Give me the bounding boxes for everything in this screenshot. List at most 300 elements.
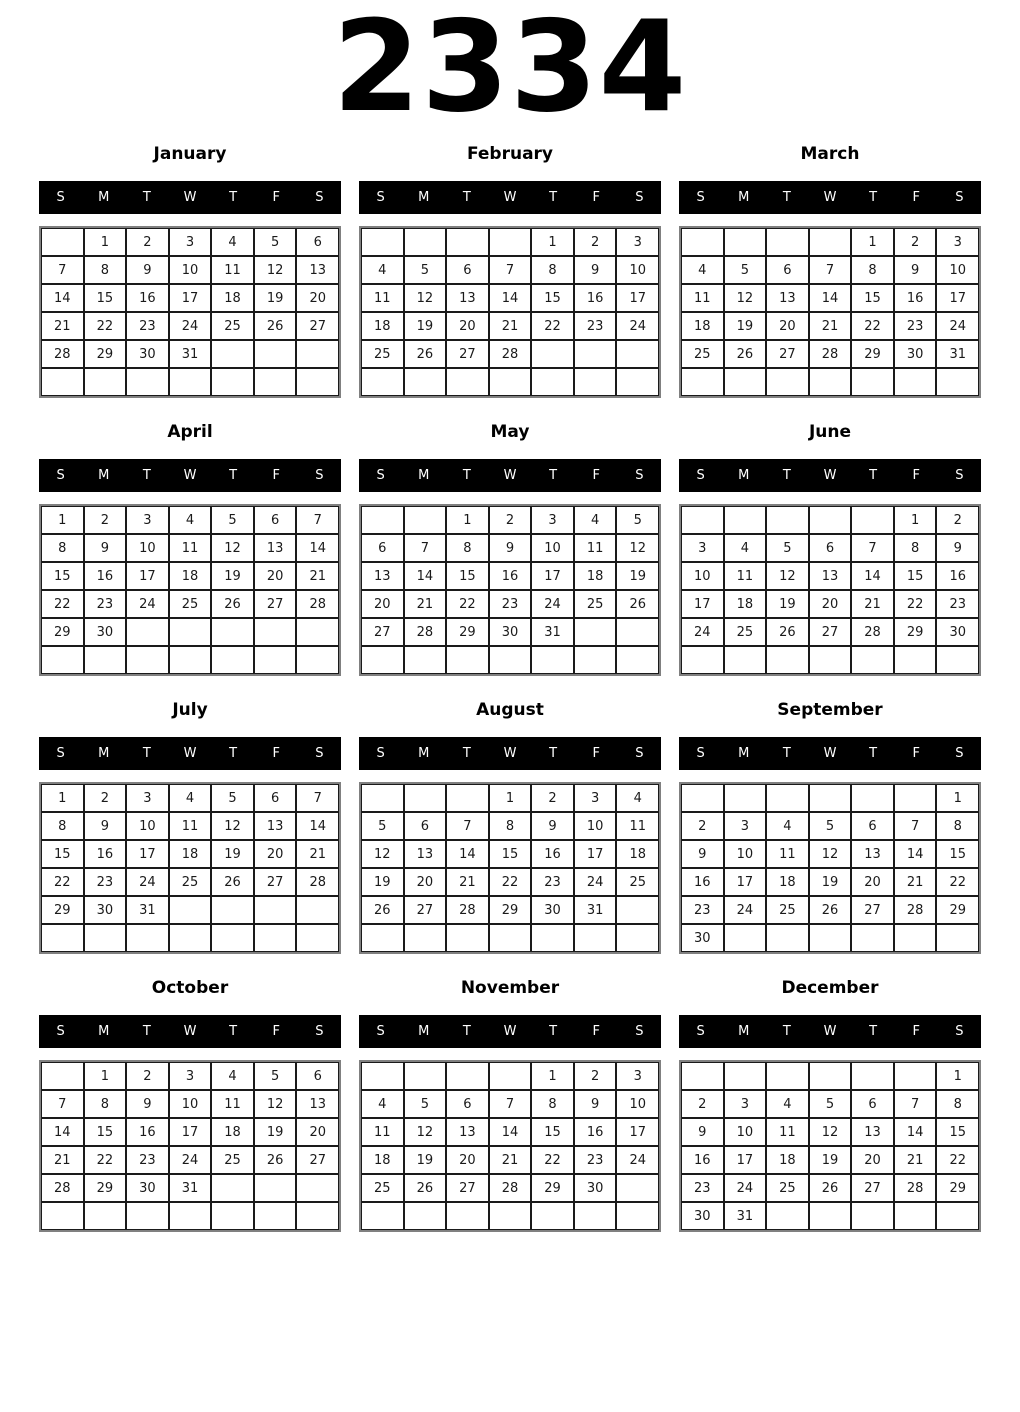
empty-cell [724, 228, 767, 256]
empty-cell [126, 646, 169, 674]
day-of-week-label: M [418, 190, 430, 205]
date-cell: 13 [809, 562, 852, 590]
date-cell: 29 [41, 618, 84, 646]
empty-cell [766, 784, 809, 812]
day-of-week-label: T [142, 468, 151, 483]
date-cell: 31 [936, 340, 979, 368]
date-cell: 7 [296, 784, 339, 812]
date-cell: 8 [41, 534, 84, 562]
date-cell: 22 [894, 590, 937, 618]
date-cell: 2 [894, 228, 937, 256]
day-of-week-label: M [738, 468, 750, 483]
date-cell: 21 [446, 868, 489, 896]
empty-cell [126, 368, 169, 396]
empty-cell [446, 1062, 489, 1090]
empty-cell [616, 896, 659, 924]
empty-cell [489, 646, 532, 674]
date-grid [679, 1060, 981, 1232]
date-cell: 29 [851, 340, 894, 368]
date-cell: 11 [681, 284, 724, 312]
empty-cell [766, 228, 809, 256]
date-cell: 25 [361, 340, 404, 368]
date-cell: 25 [724, 618, 767, 646]
date-cell: 11 [211, 256, 254, 284]
date-cell: 25 [681, 340, 724, 368]
month-name: May [490, 422, 530, 442]
day-of-week-header [359, 181, 661, 214]
date-cell: 27 [296, 1146, 339, 1174]
date-cell: 11 [616, 812, 659, 840]
date-cell: 4 [211, 1062, 254, 1090]
empty-cell [404, 646, 447, 674]
date-cell: 3 [936, 228, 979, 256]
empty-cell [361, 1062, 404, 1090]
empty-cell [681, 368, 724, 396]
date-cell: 8 [41, 812, 84, 840]
date-cell: 27 [851, 1174, 894, 1202]
date-cell: 8 [531, 1090, 574, 1118]
date-cell: 21 [489, 1146, 532, 1174]
date-cell: 21 [851, 590, 894, 618]
date-cell: 25 [211, 1146, 254, 1174]
date-cell: 24 [724, 896, 767, 924]
date-cell: 22 [851, 312, 894, 340]
date-cell: 1 [894, 506, 937, 534]
date-cell: 8 [894, 534, 937, 562]
date-cell: 4 [766, 1090, 809, 1118]
date-cell: 2 [126, 1062, 169, 1090]
day-of-week-label: S [376, 746, 385, 761]
date-cell: 28 [489, 1174, 532, 1202]
date-cell: 21 [41, 312, 84, 340]
date-cell: 16 [894, 284, 937, 312]
date-cell: 4 [766, 812, 809, 840]
empty-cell [724, 924, 767, 952]
date-cell: 7 [894, 812, 937, 840]
empty-cell [404, 368, 447, 396]
empty-cell [296, 924, 339, 952]
date-cell: 17 [616, 284, 659, 312]
day-of-week-label: W [503, 1024, 517, 1039]
date-cell: 25 [361, 1174, 404, 1202]
date-cell: 20 [254, 562, 297, 590]
date-cell: 20 [296, 284, 339, 312]
empty-cell [126, 1202, 169, 1230]
empty-cell [681, 784, 724, 812]
date-cell: 15 [531, 1118, 574, 1146]
date-cell: 30 [84, 618, 127, 646]
date-cell: 1 [531, 228, 574, 256]
date-cell: 2 [574, 228, 617, 256]
day-of-week-label: W [183, 468, 197, 483]
date-cell: 22 [531, 312, 574, 340]
day-of-week-label: T [462, 190, 471, 205]
day-of-week-label: F [272, 746, 281, 761]
empty-cell [894, 1062, 937, 1090]
day-of-week-label: W [503, 746, 517, 761]
day-of-week-label: S [315, 468, 324, 483]
date-cell: 19 [361, 868, 404, 896]
date-cell: 28 [296, 590, 339, 618]
empty-cell [361, 506, 404, 534]
date-cell: 1 [41, 784, 84, 812]
empty-cell [404, 1062, 447, 1090]
day-of-week-label: M [738, 190, 750, 205]
date-cell: 18 [724, 590, 767, 618]
date-cell: 23 [126, 312, 169, 340]
date-cell: 29 [84, 1174, 127, 1202]
date-cell: 3 [724, 812, 767, 840]
date-cell: 11 [169, 534, 212, 562]
day-of-week-label: S [696, 468, 705, 483]
date-cell: 22 [41, 868, 84, 896]
date-cell: 26 [404, 1174, 447, 1202]
day-of-week-label: T [462, 468, 471, 483]
date-cell: 31 [169, 1174, 212, 1202]
date-cell: 17 [936, 284, 979, 312]
day-of-week-label: T [142, 190, 151, 205]
date-cell: 3 [126, 784, 169, 812]
date-cell: 12 [404, 284, 447, 312]
day-of-week-label: S [635, 190, 644, 205]
month-name: November [460, 978, 560, 998]
empty-cell [84, 1202, 127, 1230]
day-of-week-label: S [955, 746, 964, 761]
date-cell: 15 [41, 840, 84, 868]
date-cell: 1 [936, 784, 979, 812]
date-cell: 22 [446, 590, 489, 618]
empty-cell [489, 1202, 532, 1230]
date-cell: 14 [446, 840, 489, 868]
date-cell: 6 [296, 228, 339, 256]
empty-cell [126, 924, 169, 952]
date-grid [679, 504, 981, 676]
date-cell: 10 [616, 1090, 659, 1118]
year-title: 2334 [332, 0, 688, 140]
date-cell: 20 [446, 1146, 489, 1174]
day-of-week-label: S [315, 746, 324, 761]
date-cell: 1 [531, 1062, 574, 1090]
day-of-week-label: F [592, 746, 601, 761]
date-cell: 17 [126, 562, 169, 590]
date-cell: 8 [936, 1090, 979, 1118]
date-cell: 21 [296, 840, 339, 868]
date-cell: 11 [724, 562, 767, 590]
date-cell: 9 [489, 534, 532, 562]
day-of-week-label: M [98, 746, 110, 761]
empty-cell [851, 646, 894, 674]
empty-cell [211, 896, 254, 924]
date-cell: 10 [936, 256, 979, 284]
date-cell: 8 [936, 812, 979, 840]
date-cell: 16 [126, 284, 169, 312]
date-cell: 10 [126, 534, 169, 562]
date-cell: 1 [489, 784, 532, 812]
date-cell: 29 [84, 340, 127, 368]
day-of-week-label: T [869, 746, 878, 761]
day-of-week-label: F [272, 1024, 281, 1039]
empty-cell [681, 646, 724, 674]
empty-cell [361, 924, 404, 952]
empty-cell [361, 646, 404, 674]
date-cell: 3 [531, 506, 574, 534]
date-cell: 8 [84, 256, 127, 284]
date-cell: 9 [574, 1090, 617, 1118]
empty-cell [296, 896, 339, 924]
date-cell: 30 [681, 1202, 724, 1230]
empty-cell [254, 896, 297, 924]
date-cell: 9 [574, 256, 617, 284]
date-cell: 7 [41, 1090, 84, 1118]
date-cell: 9 [894, 256, 937, 284]
empty-cell [574, 646, 617, 674]
date-cell: 15 [41, 562, 84, 590]
month-name: February [466, 144, 554, 164]
date-cell: 6 [851, 812, 894, 840]
date-cell: 22 [489, 868, 532, 896]
date-cell: 21 [296, 562, 339, 590]
date-cell: 14 [296, 534, 339, 562]
date-cell: 5 [254, 228, 297, 256]
empty-cell [489, 228, 532, 256]
date-cell: 12 [211, 534, 254, 562]
date-cell: 17 [724, 868, 767, 896]
date-cell: 19 [211, 840, 254, 868]
date-cell: 20 [361, 590, 404, 618]
date-cell: 11 [169, 812, 212, 840]
date-cell: 13 [296, 1090, 339, 1118]
month-february [359, 144, 661, 398]
date-cell: 28 [894, 896, 937, 924]
date-cell: 8 [84, 1090, 127, 1118]
day-of-week-label: S [955, 1024, 964, 1039]
empty-cell [936, 368, 979, 396]
date-cell: 11 [361, 284, 404, 312]
empty-cell [851, 924, 894, 952]
date-cell: 25 [766, 1174, 809, 1202]
day-of-week-label: S [56, 468, 65, 483]
empty-cell [446, 646, 489, 674]
date-cell: 5 [211, 506, 254, 534]
day-of-week-label: T [549, 746, 558, 761]
day-of-week-label: S [955, 468, 964, 483]
date-cell: 23 [126, 1146, 169, 1174]
months-grid [0, 144, 1020, 1256]
empty-cell [489, 368, 532, 396]
date-cell: 27 [361, 618, 404, 646]
date-cell: 15 [851, 284, 894, 312]
empty-cell [766, 1202, 809, 1230]
day-of-week-label: S [376, 190, 385, 205]
date-cell: 5 [809, 812, 852, 840]
empty-cell [169, 1202, 212, 1230]
day-of-week-header [679, 459, 981, 492]
date-cell: 14 [894, 1118, 937, 1146]
date-cell: 18 [766, 1146, 809, 1174]
date-cell: 12 [809, 840, 852, 868]
month-june [679, 422, 981, 676]
date-cell: 15 [894, 562, 937, 590]
month-september [679, 700, 981, 954]
empty-cell [211, 340, 254, 368]
empty-cell [894, 368, 937, 396]
date-cell: 23 [936, 590, 979, 618]
date-cell: 17 [681, 590, 724, 618]
day-of-week-label: S [696, 190, 705, 205]
date-cell: 29 [936, 1174, 979, 1202]
empty-cell [84, 924, 127, 952]
date-cell: 7 [851, 534, 894, 562]
date-cell: 31 [574, 896, 617, 924]
day-of-week-label: S [315, 1024, 324, 1039]
date-cell: 27 [296, 312, 339, 340]
date-cell: 30 [574, 1174, 617, 1202]
date-cell: 2 [84, 506, 127, 534]
day-of-week-label: F [912, 468, 921, 483]
date-cell: 13 [296, 256, 339, 284]
date-grid [359, 226, 661, 398]
date-cell: 27 [254, 868, 297, 896]
empty-cell [84, 368, 127, 396]
empty-cell [211, 368, 254, 396]
date-cell: 30 [489, 618, 532, 646]
date-cell: 26 [724, 340, 767, 368]
date-cell: 28 [809, 340, 852, 368]
day-of-week-label: S [696, 746, 705, 761]
date-cell: 12 [724, 284, 767, 312]
day-of-week-label: M [738, 1024, 750, 1039]
date-cell: 20 [296, 1118, 339, 1146]
empty-cell [894, 646, 937, 674]
empty-cell [254, 1174, 297, 1202]
empty-cell [169, 646, 212, 674]
day-of-week-label: T [782, 468, 791, 483]
date-cell: 2 [681, 1090, 724, 1118]
date-cell: 18 [211, 284, 254, 312]
date-cell: 6 [254, 784, 297, 812]
date-cell: 5 [766, 534, 809, 562]
month-name: June [808, 422, 852, 442]
date-cell: 13 [446, 1118, 489, 1146]
date-cell: 4 [169, 784, 212, 812]
day-of-week-header [679, 1015, 981, 1048]
day-of-week-label: S [696, 1024, 705, 1039]
day-of-week-label: W [823, 746, 837, 761]
empty-cell [681, 1062, 724, 1090]
day-of-week-header [679, 181, 981, 214]
day-of-week-label: T [869, 190, 878, 205]
empty-cell [84, 646, 127, 674]
month-name: March [800, 144, 860, 164]
empty-cell [254, 618, 297, 646]
month-november [359, 978, 661, 1232]
date-cell: 5 [724, 256, 767, 284]
date-cell: 13 [254, 812, 297, 840]
date-cell: 17 [616, 1118, 659, 1146]
date-cell: 10 [531, 534, 574, 562]
empty-cell [894, 1202, 937, 1230]
day-of-week-label: T [782, 746, 791, 761]
date-cell: 26 [404, 340, 447, 368]
date-cell: 22 [84, 312, 127, 340]
date-cell: 11 [211, 1090, 254, 1118]
date-cell: 23 [894, 312, 937, 340]
date-cell: 24 [169, 1146, 212, 1174]
date-cell: 22 [531, 1146, 574, 1174]
date-cell: 18 [169, 562, 212, 590]
date-cell: 22 [41, 590, 84, 618]
date-cell: 30 [126, 340, 169, 368]
date-cell: 21 [489, 312, 532, 340]
month-october [39, 978, 341, 1232]
empty-cell [169, 368, 212, 396]
date-cell: 20 [254, 840, 297, 868]
empty-cell [404, 784, 447, 812]
day-of-week-label: W [183, 190, 197, 205]
date-cell: 9 [126, 1090, 169, 1118]
empty-cell [254, 646, 297, 674]
date-cell: 19 [254, 1118, 297, 1146]
empty-cell [404, 506, 447, 534]
date-cell: 9 [681, 840, 724, 868]
date-cell: 25 [766, 896, 809, 924]
empty-cell [809, 784, 852, 812]
date-cell: 25 [574, 590, 617, 618]
date-cell: 3 [681, 534, 724, 562]
date-cell: 8 [531, 256, 574, 284]
month-may [359, 422, 661, 676]
date-cell: 30 [894, 340, 937, 368]
empty-cell [211, 1174, 254, 1202]
date-cell: 27 [851, 896, 894, 924]
empty-cell [169, 618, 212, 646]
date-cell: 15 [531, 284, 574, 312]
month-name: August [476, 700, 544, 720]
empty-cell [41, 646, 84, 674]
empty-cell [616, 1202, 659, 1230]
date-cell: 6 [446, 1090, 489, 1118]
empty-cell [681, 228, 724, 256]
day-of-week-header [39, 1015, 341, 1048]
date-cell: 8 [446, 534, 489, 562]
date-cell: 13 [851, 840, 894, 868]
date-cell: 26 [361, 896, 404, 924]
date-cell: 10 [574, 812, 617, 840]
date-cell: 30 [126, 1174, 169, 1202]
date-cell: 12 [616, 534, 659, 562]
date-cell: 3 [169, 228, 212, 256]
empty-cell [809, 1202, 852, 1230]
empty-cell [616, 1174, 659, 1202]
month-january [39, 144, 341, 398]
day-of-week-label: T [549, 190, 558, 205]
empty-cell [361, 368, 404, 396]
date-cell: 1 [851, 228, 894, 256]
date-cell: 24 [616, 1146, 659, 1174]
date-grid [39, 782, 341, 954]
date-cell: 18 [361, 1146, 404, 1174]
day-of-week-label: F [912, 746, 921, 761]
date-cell: 31 [531, 618, 574, 646]
date-cell: 10 [724, 1118, 767, 1146]
date-cell: 20 [851, 868, 894, 896]
empty-cell [404, 924, 447, 952]
date-cell: 19 [809, 1146, 852, 1174]
empty-cell [254, 368, 297, 396]
empty-cell [574, 368, 617, 396]
day-of-week-label: S [315, 190, 324, 205]
day-of-week-label: S [56, 190, 65, 205]
